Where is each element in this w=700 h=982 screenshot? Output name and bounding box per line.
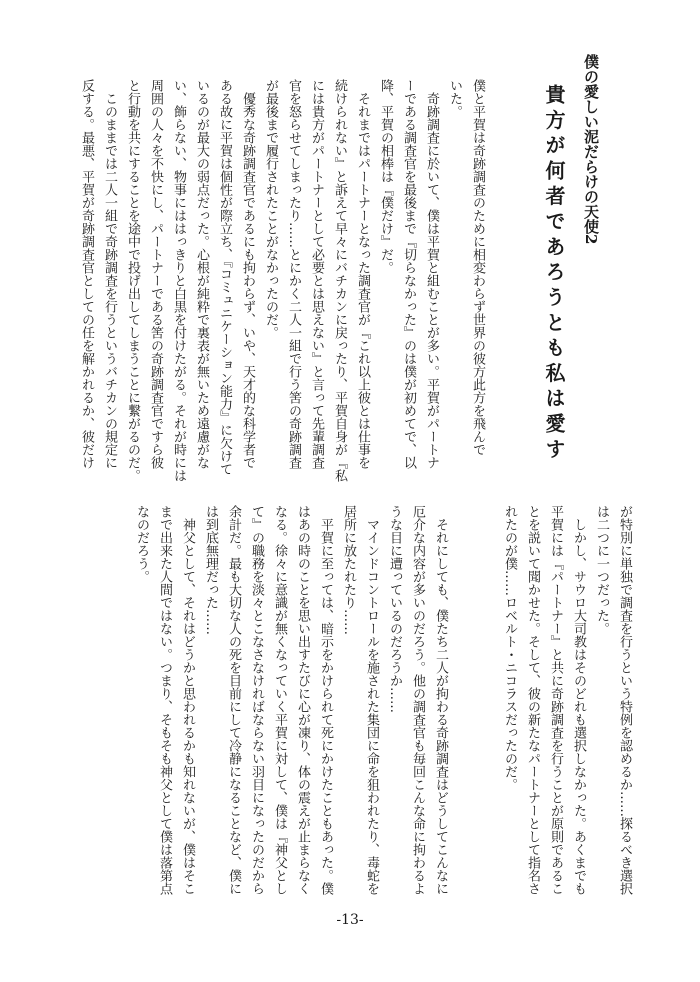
chapter-title: 貴方が何者であろうとも私は愛す <box>542 84 566 464</box>
text-column: が最後まで履行されたことがなかったのだ。 <box>263 79 278 339</box>
text-column: 神父として、それはどうかと思われるかも知れないが、僕はそこ <box>180 505 195 895</box>
text-column: には貴方がパートナーとして必要とは思えない』と言って先輩調査 <box>309 79 324 469</box>
text-column: マインドコントロールを施された集団に命を狙われたり、毒蛇を <box>364 505 379 895</box>
text-column: はあの時のことを思い出すたびに心が凍り、体の震えが止まらなく <box>295 505 310 895</box>
text-column: 官を怒らせてしまったり……とにかく二人一組で行う筈の奇跡調査 <box>286 79 301 469</box>
text-column: 平賀には『パートナー』と共に奇跡調査を行うことが原則であるこ <box>548 505 563 895</box>
page-number: -13- <box>336 912 364 928</box>
text-column: と行動を共にすることを途中で投げ出してしまうことに繋がるのだ。 <box>125 79 140 482</box>
text-column: 続けられない』と訴えて早々にバチカンに戻ったり、平賀自身が『私 <box>332 79 347 482</box>
text-column: うな目に遭っているのだろうか…… <box>387 505 402 713</box>
text-column: 降、平賀の相棒は『僕だけ』だ。 <box>378 79 393 274</box>
upper-text-block <box>75 79 489 482</box>
text-column: が特別に単独で調査を行うという特例を認めるか……探るべき選択 <box>617 505 632 895</box>
series-title: 僕の愛しい泥だらけの天使2 <box>582 54 600 245</box>
lower-text-block <box>130 505 636 905</box>
text-column: なる。徐々に意識が無くなっていく平賀に対して、僕は『神父とし <box>272 505 287 895</box>
blank-line <box>452 505 475 905</box>
text-column: 厄介な内容が多いのだろう。他の調査官も毎回こんな命に拘わるよ <box>410 505 425 895</box>
text-column: 優秀な奇跡調査官であるにも拘わらず、いや、天才的な科学者で <box>240 79 255 469</box>
text-column: 居所に放たれたり…… <box>341 505 356 635</box>
text-column: は二つに一つだった。 <box>594 505 609 635</box>
text-column: ある故に平賀は個性が際立ち、『コミュニケーション能力』に欠けて <box>217 79 232 476</box>
text-column: このままでは二人一組で奇跡調査を行うというバチカンの規定に <box>102 79 117 469</box>
text-column: いた。 <box>447 79 462 118</box>
text-column: 余計だ。最も大切な人の死を目前にして冷静になることなど、僕に <box>226 505 241 895</box>
text-column: それにしても、僕たち二人が拘わる奇跡調査はどうしてこんなに <box>433 505 448 895</box>
text-column: 平賀に至っては、暗示をかけられて死にかけたこともあった。僕 <box>318 505 333 895</box>
text-column: しかし、サウロ大司教はそのどれも選択しなかった。あくまでも <box>571 505 586 895</box>
text-column: いるのが最大の弱点だった。心根が純粋で裏表が無いため遠慮がな <box>194 79 209 469</box>
text-column: れたのが僕……ロベルト・ニコラスだったのだ。 <box>502 505 517 791</box>
text-column: それまではパートナーとなった調査官が『これ以上彼とは仕事を <box>355 79 370 469</box>
text-column: い、飾らない、物事にははっきりと白黒を付けたがる。それが時には <box>171 79 186 482</box>
blank-line <box>475 505 498 905</box>
text-column: ーである調査官を最後まで『切らなかった』のは僕が初めてで、以 <box>401 79 416 469</box>
text-column: 僕と平賀は奇跡調査のために相変わらず世界の彼方此方を飛んで <box>470 79 485 456</box>
text-column: て』の職務を淡々とこなさなければならない羽目になったのだから <box>249 505 264 895</box>
text-column: 反する。最悪、平賀が奇跡調査官としての任を解かれるか、彼だけ <box>79 79 94 469</box>
text-column: とを説いて聞かせた。そして、彼の新たなパートナーとして指名さ <box>525 505 540 895</box>
text-column: なのだろう。 <box>134 505 149 583</box>
text-column: は到底無理だった…… <box>203 505 218 635</box>
text-column: 周囲の人々を不快にし、パートナーである筈の奇跡調査官ですら彼 <box>148 79 163 469</box>
text-column: まで出来た人間ではない。つまり、そもそも神父として僕は落第点 <box>157 505 172 895</box>
text-column: 奇跡調査に於いて、僕は平賀と組むことが多い。平賀がパートナ <box>424 79 439 469</box>
